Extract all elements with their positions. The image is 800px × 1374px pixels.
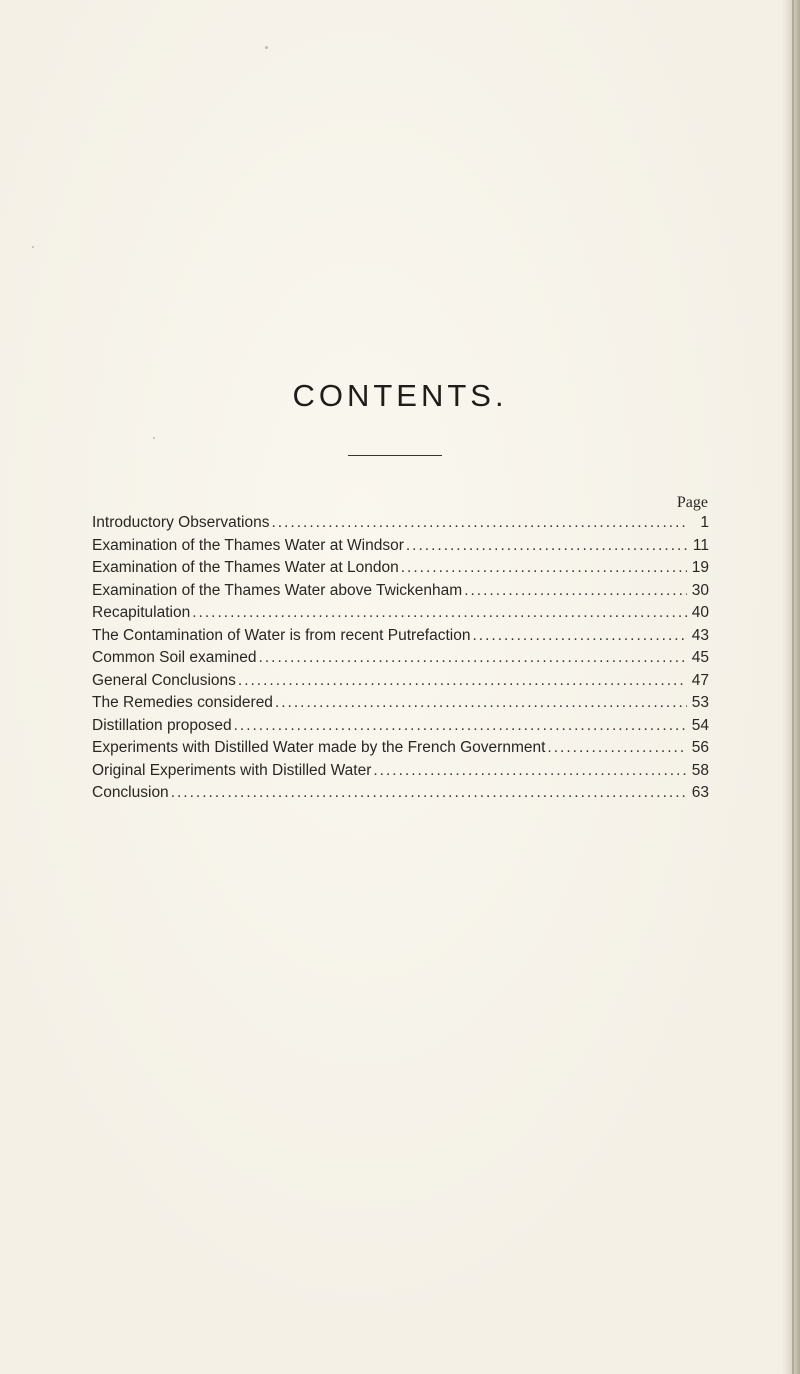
- toc-entry-title: Examination of the Thames Water at Windsor: [92, 536, 404, 554]
- toc-entry: [92, 514, 709, 537]
- toc-entry-page: 45: [691, 649, 709, 666]
- toc-entry-page: 47: [691, 671, 709, 689]
- toc-entry: [92, 717, 709, 740]
- page-column-label: Page: [676, 494, 708, 511]
- toc-dot-leader: [547, 739, 687, 757]
- toc-dot-leader: [373, 762, 687, 780]
- toc-entry-page: 40: [691, 604, 709, 621]
- toc-entry-page: 54: [691, 716, 709, 734]
- toc-entry-title: Conclusion: [92, 784, 169, 801]
- toc-entry-page: 30: [691, 581, 709, 599]
- toc-entry-title: General Conclusions: [92, 671, 236, 689]
- paper-speck: [32, 246, 34, 248]
- toc-entry: [92, 582, 709, 605]
- toc-entry-page: 63: [691, 784, 709, 801]
- page-title: CONTENTS.: [292, 378, 508, 413]
- toc-dot-leader: [234, 717, 687, 735]
- toc-entry: [92, 784, 709, 807]
- toc-entry-title: Introductory Observations: [92, 514, 270, 531]
- toc-entry-title: Examination of the Thames Water at London: [92, 559, 399, 576]
- toc-entry-title: Common Soil examined: [92, 649, 257, 666]
- toc-dot-leader: [192, 604, 687, 622]
- toc-entry-page: 53: [691, 694, 709, 711]
- toc-entry-title: The Remedies considered: [92, 694, 273, 711]
- page-edge-shadow: [782, 0, 800, 1374]
- toc-entry-page: 19: [691, 559, 709, 576]
- toc-entry-page: 43: [691, 626, 709, 644]
- toc-entry: [92, 604, 709, 627]
- toc-entry-page: 11: [692, 536, 709, 554]
- toc-dot-leader: [271, 514, 687, 532]
- toc-entry: [92, 559, 709, 582]
- paper-speck: [265, 46, 268, 49]
- toc-entry: [92, 649, 709, 672]
- title-rule: [348, 455, 442, 456]
- toc-entry-title: The Contamination of Water is from recent Putrefaction: [92, 626, 471, 644]
- toc-dot-leader: [464, 582, 687, 600]
- table-of-contents: [92, 514, 709, 807]
- toc-entry: [92, 739, 709, 762]
- toc-entry-page: 56: [691, 739, 709, 756]
- toc-entry-title: Experiments with Distilled Water made by the French Government: [92, 739, 546, 756]
- toc-entry-page: 1: [700, 514, 709, 531]
- toc-entry-title: Original Experiments with Distilled Water: [92, 761, 372, 779]
- toc-entry: [92, 694, 709, 717]
- toc-entry-page: 58: [691, 761, 709, 779]
- toc-entry-title: Recapitulation: [92, 604, 191, 621]
- toc-dot-leader: [238, 672, 687, 690]
- toc-entry-title: Distillation proposed: [92, 716, 232, 734]
- paper-speck: [153, 437, 155, 439]
- toc-entry: [92, 762, 709, 785]
- toc-dot-leader: [171, 784, 687, 802]
- page-edge-line: [792, 0, 794, 1374]
- toc-entry-title: Examination of the Thames Water above Twickenham: [92, 581, 463, 599]
- toc-dot-leader: [401, 559, 687, 577]
- toc-dot-leader: [275, 694, 687, 712]
- toc-entry: [92, 537, 709, 560]
- toc-entry: [92, 672, 709, 695]
- toc-entry: [92, 627, 709, 650]
- toc-dot-leader: [406, 537, 687, 555]
- toc-dot-leader: [472, 627, 687, 645]
- toc-dot-leader: [259, 649, 687, 667]
